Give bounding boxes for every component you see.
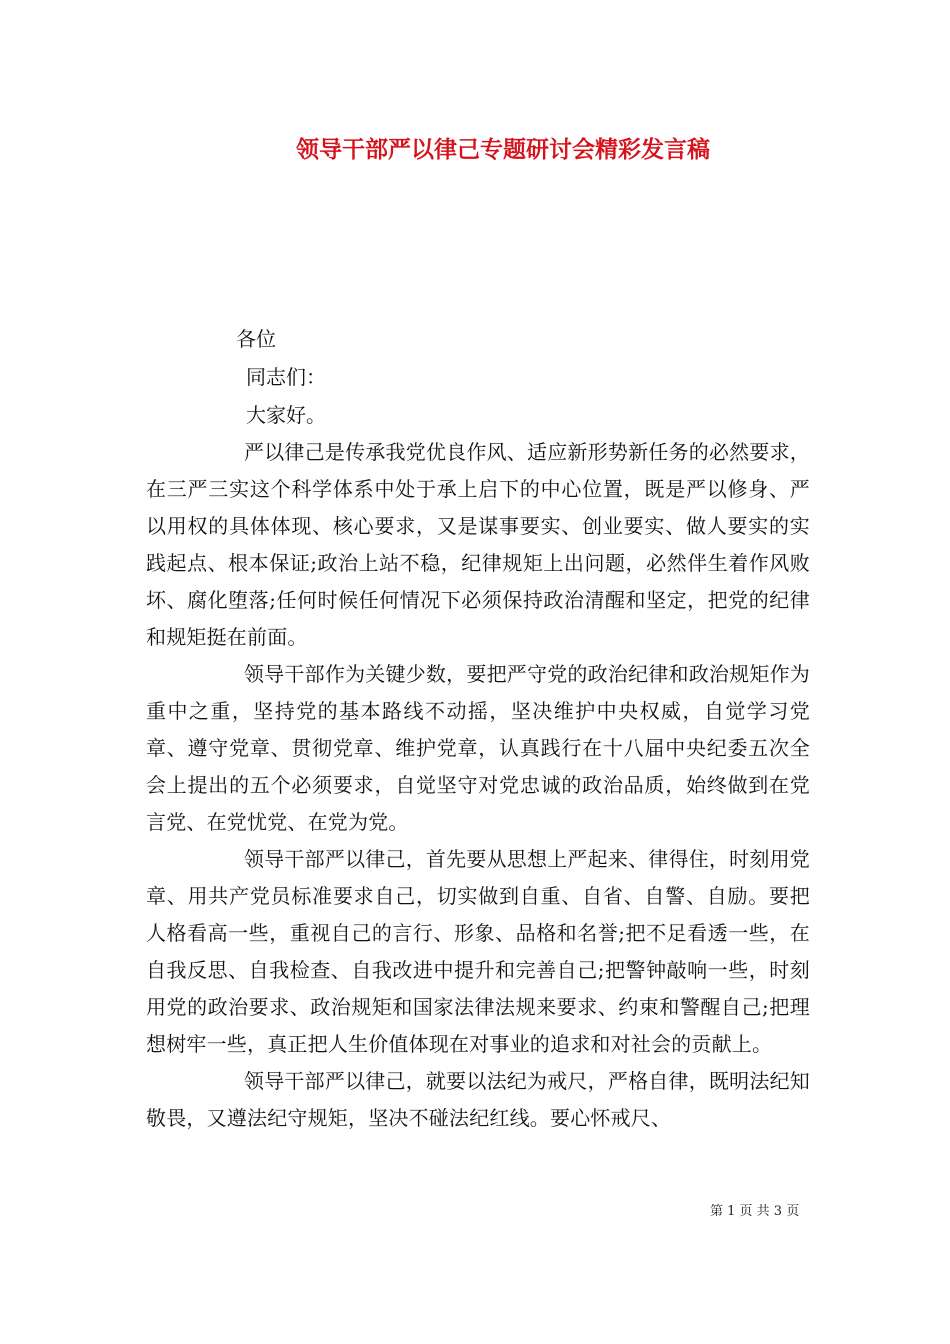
page-number: 第 1 页 共 3 页 bbox=[710, 1204, 800, 1219]
body-paragraph: 领导干部严以律己，首先要从思想上严起来、律得住，时刻用党章、用共产党员标准要求自己，切实做到自重、自省、自警、自励。要把人格看高一些，重视自己的言行、形象、品格和名誉;把不足看透一些，在自我反思、自我检查、自我改进中提升和完善自己;把警钟敲响一些，时刻用党的政治要求、政治规矩和国家法律法规来要求、约束和警醒自己;把理想树牢一些，真正把人生价值体现在对事业的追求和对社会的贡献上。 bbox=[146, 847, 810, 1056]
document-title: 领导干部严以律己专题研讨会精彩发言稿 bbox=[296, 136, 710, 163]
salutation-line: 同志们： bbox=[246, 365, 326, 389]
document-body bbox=[146, 320, 810, 1137]
body-paragraph: 严以律己是传承我党优良作风、适应新形势新任务的必然要求，在三严三实这个科学体系中处于承上启下的中心位置，既是严以修身、严以用权的具体体现、核心要求，又是谋事要实、创业要实、做人要实的实践起点、根本保证;政治上站不稳，纪律规矩上出问题，必然伴生着作风败坏、腐化堕落;任何时候任何情况下必须保持政治清醒和坚定，把党的纪律和规矩挺在前面。 bbox=[146, 440, 810, 649]
body-paragraph: 领导干部作为关键少数，要把严守党的政治纪律和政治规矩作为重中之重，坚持党的基本路线不动摇，坚决维护中央权威，自觉学习党章、遵守党章、贯彻党章、维护党章，认真践行在十八届中央纪委五次全会上提出的五个必须要求，自觉坚守对党忠诚的政治品质，始终做到在党言党、在党忧党、在党为党。 bbox=[146, 662, 810, 834]
salutation-line: 各位 bbox=[236, 327, 276, 351]
body-paragraph: 领导干部严以律己，就要以法纪为戒尺，严格自律，既明法纪知敬畏，又遵法纪守规矩，坚决不碰法纪红线。要心怀戒尺、 bbox=[146, 1069, 810, 1130]
greeting-line: 大家好。 bbox=[246, 403, 326, 427]
